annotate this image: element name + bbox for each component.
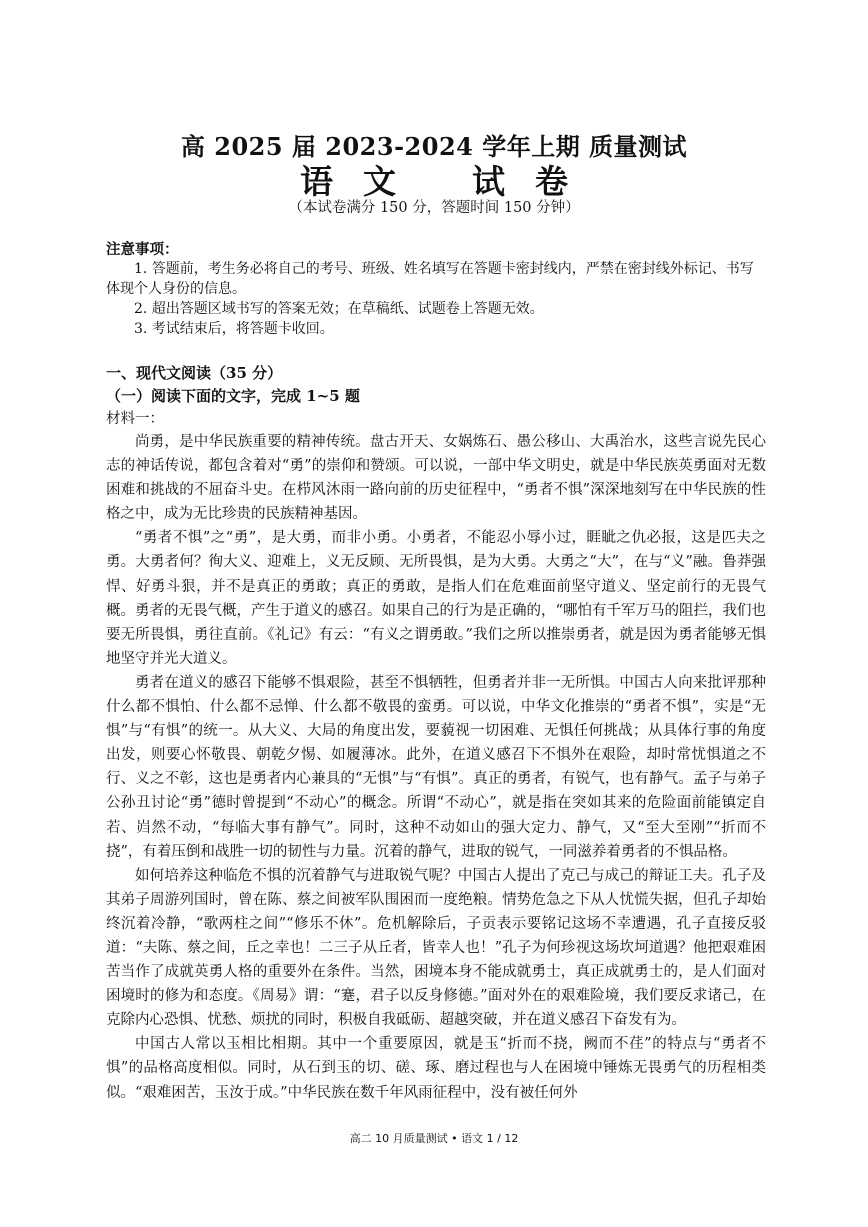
notice-item-1: 1. 答题前，考生务必将自己的考号、班级、姓名填写在答题卡密封线内，严禁在密封线外标记、书写体现个人身份的信息。 [106,261,754,297]
exam-title: 高 2025 届 2023-2024 学年上期 质量测试 [180,132,688,161]
section-title: 一、现代文阅读（35 分） [106,364,283,382]
paragraph-2: “勇者不惧”之“勇”，是大勇，而非小勇。小勇者，不能忍小辱小过，睚眦之仇必报，这是匹夫之勇。大勇者何？徇大义、迎难上，义无反顾、无所畏惧，是为大勇。大勇之“大”，在与“义”融。鲁莽强悍、好勇斗狠，并不是真正的勇敢；真正的勇敢，是指人们在危难面前坚守道义、坚定前行的无畏气概。勇者的无畏气概，产生于道义的感召。如果自己的行为是正确的，“哪怕有千军万马的阻拦，我们也要无所畏惧，勇往直前。《礼记》有云：“有义之谓勇敢。”我们之所以推崇勇者，就是因为勇者能够无惧地坚守并光大道义。 [106,530,766,667]
reading-passage [106,430,766,1105]
page-footer: 高二 10 月质量测试 • 语文 1 / 12 [349,1132,519,1145]
exam-info: （本试卷满分 150 分，答题时间 150 分钟） [288,200,580,216]
notice-item-2: 2. 超出答题区域书写的答案无效；在草稿纸、试题卷上答题无效。 [134,301,544,317]
material-label: 材料一： [106,411,164,427]
subject-char-1: 语 [300,162,333,201]
paragraph-3: 勇者在道义的感召下能够不惧艰险，甚至不惧牺牲，但勇者并非一无所惧。中国古人向来批评那种什么都不惧怕、什么都不忌惮、什么都不敬畏的蛮勇。可以说，中华文化推崇的“勇者不惧”，实是“无惧”与“有惧”的统一。从大义、大局的角度出发，要藐视一切困难、无惧任何挑战；从具体行事的角度出发，则要心怀敬畏、朝乾夕惕、如履薄冰。此外，在道义感召下不惧外在艰险，却时常忧惧道之不行、义之不彰，这也是勇者内心兼具的“无惧”与“有惧”。真正的勇者，有锐气，也有静气。孟子与弟子公孙丑讨论“勇”德时曾提到“不动心”的概念。所谓“不动心”，就是指在突如其来的危险面前能镇定自若、岿然不动，“每临大事有静气”。同时，这种不动如山的强大定力、静气，又“至大至刚”“折而不挠”，有着压倒和战胜一切的韧性与力量。沉着的静气，进取的锐气，一同滋养着勇者的不惧品格。 [106,674,766,860]
paragraph-4: 如何培养这种临危不惧的沉着静气与进取锐气呢？中国古人提出了克己与成己的辩证工夫。孔子及其弟子周游列国时，曾在陈、蔡之间被军队围困而一度绝粮。情势危急之下从人忧慌失据，但孔子却始终沉着冷静，“歌两柱之间”“修乐不休”。危机解除后，子贡表示要铭记这场不幸遭遇，孔子直接反驳道：“夫陈、蔡之间，丘之幸也！二三子从丘者，皆幸人也！”孔子为何珍视这场坎坷道遇？他把艰难困苦当作了成就英勇人格的重要外在条件。当然，困境本身不能成就勇士，真正成就勇士的，是人们面对困境时的修为和态度。《周易》谓：“蹇，君子以反身修德。”面对外在的艰难险境，我们要反求诸己，在克除内心恐惧、忧愁、烦扰的同时，积极自我砥砺、超越突破，并在道义感召下奋发有为。 [106,867,766,1029]
subject-char-4: 卷 [535,162,568,201]
notice-item-3: 3. 考试结束后，将答题卡收回。 [134,321,334,337]
subject-char-3: 试 [472,162,505,201]
notice-heading: 注意事项： [106,242,179,258]
paragraph-1: 尚勇，是中华民族重要的精神传统。盘古开天、女娲炼石、愚公移山、大禹治水，这些言说先民心志的神话传说，都包含着对“勇”的崇仰和赞颂。可以说，一部中华文明史，就是中华民族英勇面对无数困难和挑战的不屈奋斗史。在栉风沐雨一路向前的历史征程中，“勇者不惧”深深地刻写在中华民族的性格之中，成为无比珍贵的民族精神基因。 [106,434,766,523]
section-subtitle: （一）阅读下面的文字，完成 1~5 题 [106,387,360,405]
subject-char-2: 文 [363,162,396,201]
paragraph-5: 中国古人常以玉相比相期。其中一个重要原因，就是玉“折而不挠，阙而不荏”的特点与“勇者不惧”的品格高度相似。同时，从石到玉的切、磋、琢、磨过程也与人在困境中锤炼无畏勇气的历程相类似。“艰难困苦，玉汝于成。”中华民族在数千年风雨征程中，没有被任何外 [106,1036,766,1101]
